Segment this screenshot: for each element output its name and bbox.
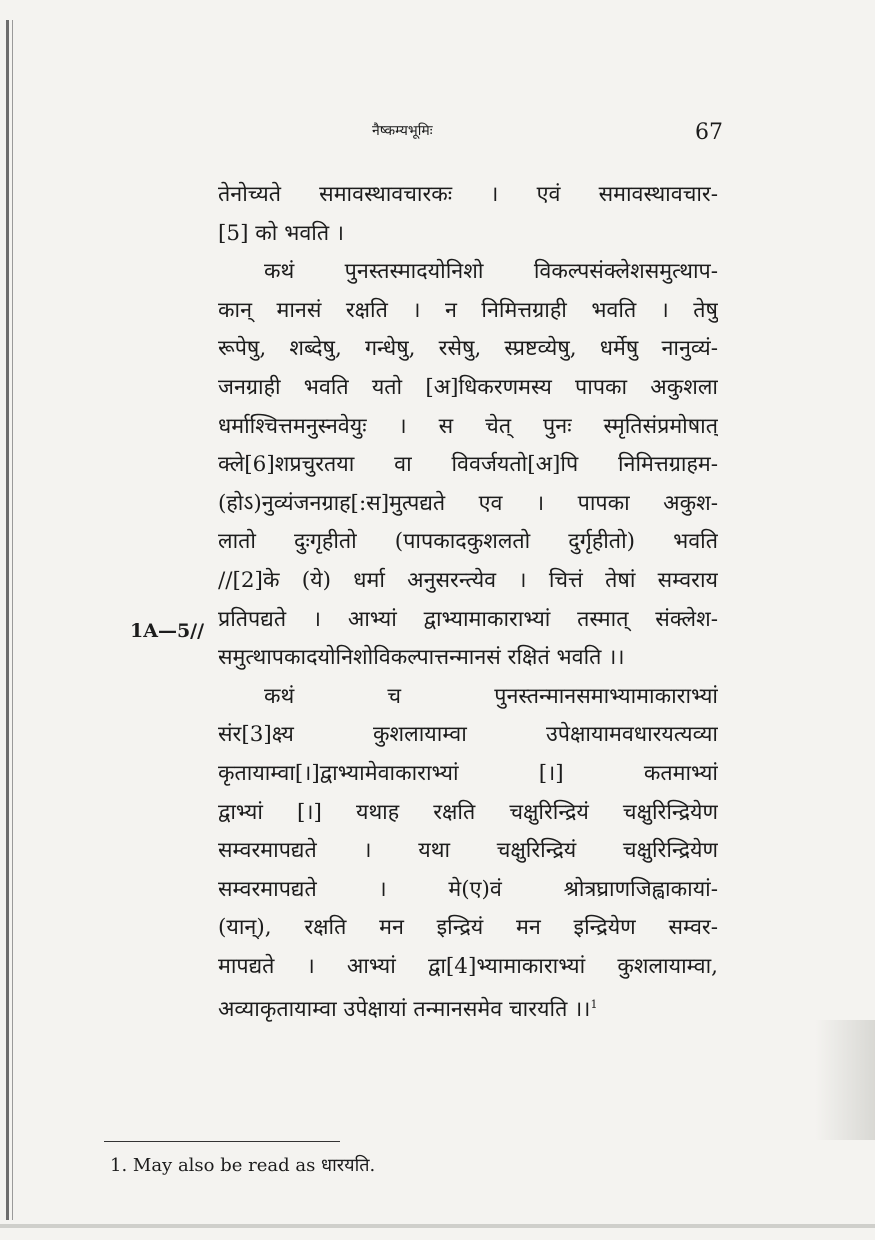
- text-line: तेनोच्यते समावस्थावचारकः । एवं समावस्थावचार-: [218, 182, 718, 207]
- footnote-rule: [104, 1141, 340, 1142]
- text-line: समुत्थापकादयोनिशोविकल्पात्तन्मानसं रक्षितं भवति ।।: [218, 645, 625, 671]
- text-line-last: [218, 986, 718, 1025]
- footnote-marker: 1: [590, 998, 598, 1012]
- text-line: संर[3]क्ष्य कुशलायाम्वा उपेक्षायामवधारयत्यव्या: [218, 722, 718, 748]
- text-line: //[2]के (ये) धर्मा अनुसरन्त्येव । चित्तं तेषां सम्वराय: [218, 567, 718, 593]
- text-line: (होऽ)नुव्यंजनग्राह[:स]मुत्पद्यते एव । पापका अकुश-: [218, 490, 718, 516]
- text-line: (यान्), रक्षति मन इन्द्रियं मन इन्द्रियेण सम्वर-: [218, 915, 718, 941]
- text-line: द्वाभ्यां [।] यथाह रक्षति चक्षुरिन्द्रियं चक्षुरिन्द्रियेण: [218, 799, 718, 825]
- text-line: कान् मानसं रक्षति । न निमित्तग्राही भवति । तेषु: [218, 297, 718, 323]
- page-bottom-edge: [0, 1224, 875, 1228]
- text-line: सम्वरमापद्यते । यथा चक्षुरिन्द्रियं चक्षुरिन्द्रियेण: [218, 838, 718, 864]
- text-line: धर्माश्चित्तमनुस्नवेयुः । स चेत् पुनः स्मृतिसंप्रमोषात्: [218, 413, 718, 439]
- page-binding-edge: [6, 20, 9, 1220]
- text-line: सम्वरमापद्यते । मे(ए)वं श्रोत्रघ्राणजिह्वाकायां-: [218, 876, 718, 902]
- text-line: कथं पुनस्तस्मादयोनिशो विकल्पसंक्लेशसमुत्थाप-: [264, 259, 718, 285]
- margin-reference: 1A—5//: [130, 620, 205, 642]
- text-line-last-content: अव्याकृतायाम्वा उपेक्षायां तन्मानसमेव चारयति ।।: [218, 997, 591, 1023]
- text-line: जनग्राही भवति यतो [अ]धिकरणमस्य पापका अकुशला: [218, 374, 718, 400]
- page-shadow: [815, 1020, 875, 1140]
- running-head: नैष्कम्यभूमिः: [372, 123, 433, 139]
- text-line: रूपेषु, शब्देषु, गन्धेषु, रसेषु, स्प्रष्टव्येषु, धर्मेषु नानुव्यं-: [218, 336, 718, 362]
- footnote: 1. May also be read as धारयति.: [110, 1155, 376, 1176]
- body-text: [218, 176, 718, 1025]
- page-number: 67: [695, 120, 723, 145]
- text-line: [5] को भवति ।: [218, 220, 345, 246]
- text-line: प्रतिपद्यते । आभ्यां द्वाभ्यामाकाराभ्यां तस्मात् संक्लेश-: [218, 606, 718, 632]
- text-line: कृतायाम्वा[।]द्वाभ्यामेवाकाराभ्यां [।] कतमाभ्यां: [218, 760, 718, 786]
- text-line: क्ले[6]शप्रचुरतया वा विवर्जयतो[अ]पि निमित्तग्राहम-: [218, 452, 718, 478]
- text-line: कथं च पुनस्तन्मानसमाभ्यामाकाराभ्यां: [264, 683, 718, 709]
- page-binding-edge-inner: [12, 20, 13, 1220]
- text-line: लातो दुःगृहीतो (पापकादकुशलतो दुर्गृहीतो) भवति: [218, 529, 718, 555]
- text-line: मापद्यते । आभ्यां द्वा[4]भ्यामाकाराभ्यां कुशलायाम्वा,: [218, 953, 718, 979]
